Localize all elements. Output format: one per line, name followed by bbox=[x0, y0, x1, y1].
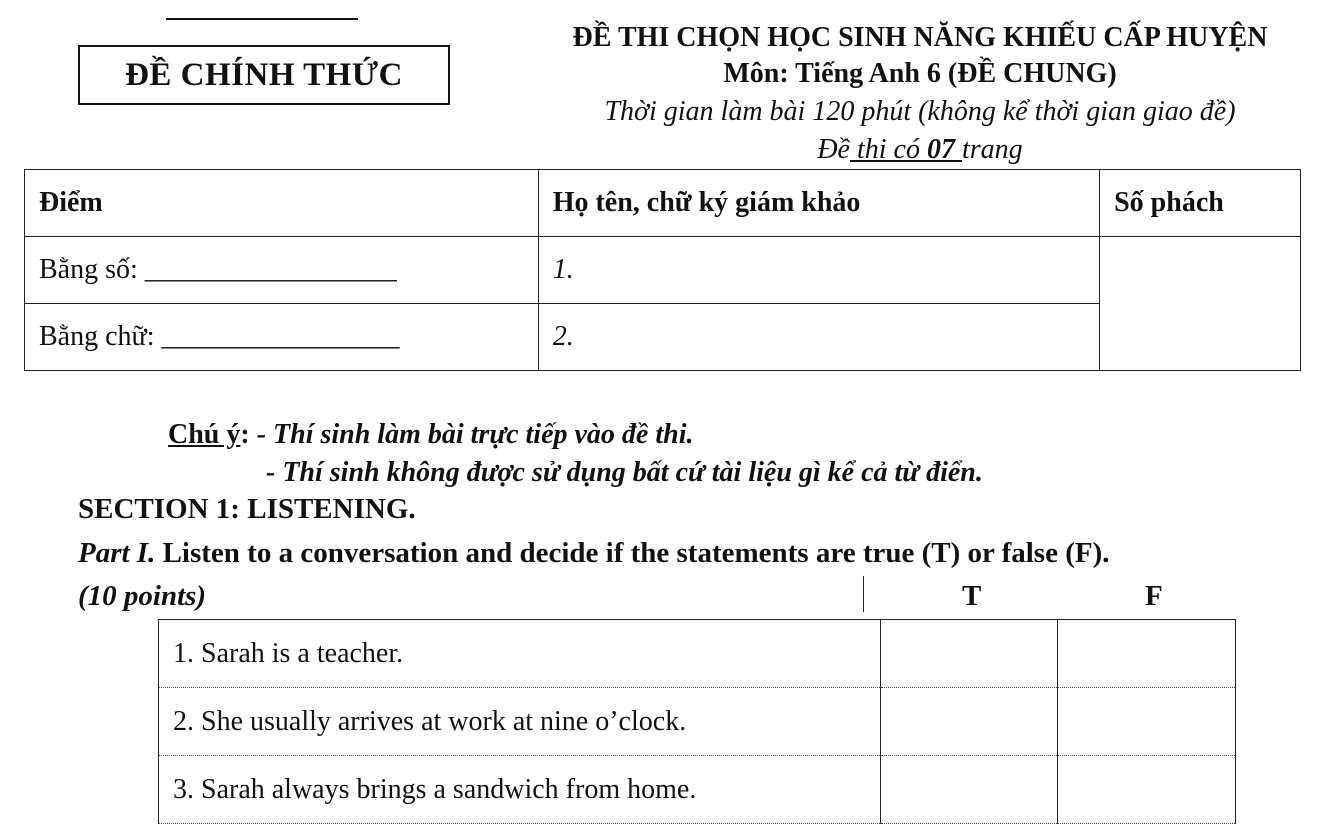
note-line-2: - Thí sinh không được sử dụng bất cứ tài liệu gì kể cả từ điển. bbox=[266, 457, 983, 488]
exam-header bbox=[540, 20, 1300, 168]
exam-subject: Môn: Tiếng Anh 6 (ĐỀ CHUNG) bbox=[723, 58, 1117, 89]
statement-text: 1. Sarah is a teacher. bbox=[159, 620, 881, 688]
part-text: Listen to a conversation and decide if the statements are true (T) or false (F). bbox=[155, 537, 1110, 569]
part-instruction bbox=[78, 534, 1110, 572]
note-line-1 bbox=[168, 416, 694, 454]
pages-mid: thi có bbox=[849, 134, 927, 165]
note-text-1: - Thí sinh làm bài trực tiếp vào đề thi. bbox=[249, 419, 694, 450]
true-answer-cell[interactable] bbox=[881, 620, 1058, 688]
examiner-2[interactable]: 2. bbox=[538, 304, 1099, 371]
false-column-header: F bbox=[1145, 580, 1163, 612]
statement-text: 3. Sarah always brings a sandwich from home. bbox=[159, 756, 881, 824]
false-answer-cell[interactable] bbox=[1058, 620, 1236, 688]
official-label: ĐỀ CHÍNH THỨC bbox=[125, 56, 403, 93]
score-header-points: Điểm bbox=[25, 170, 539, 237]
code-cell[interactable] bbox=[1100, 237, 1301, 371]
false-answer-cell[interactable] bbox=[1058, 756, 1236, 824]
false-answer-cell[interactable] bbox=[1058, 688, 1236, 756]
true-false-table bbox=[158, 619, 1236, 824]
true-answer-cell[interactable] bbox=[881, 688, 1058, 756]
true-answer-cell[interactable] bbox=[881, 756, 1058, 824]
score-header-code: Số phách bbox=[1100, 170, 1301, 237]
official-stamp-box bbox=[78, 45, 450, 105]
pages-underlined bbox=[850, 134, 962, 165]
points-label: (10 points) bbox=[78, 580, 207, 612]
score-by-words[interactable]: Bằng chữ: _________________ bbox=[25, 304, 539, 371]
score-header-examiner: Họ tên, chữ ký giám khảo bbox=[538, 170, 1099, 237]
exam-title: ĐỀ THI CHỌN HỌC SINH NĂNG KHIẾU CẤP HUYỆN bbox=[572, 22, 1268, 53]
pages-prefix: Đề bbox=[817, 134, 850, 165]
score-table bbox=[24, 169, 1301, 371]
pages-count: 07 bbox=[926, 134, 955, 165]
score-by-number[interactable]: Bằng số: __________________ bbox=[25, 237, 539, 304]
pages-suffix: trang bbox=[961, 134, 1023, 165]
statement-row bbox=[159, 756, 1236, 824]
statement-row bbox=[159, 688, 1236, 756]
statement-text: 2. She usually arrives at work at nine o’clock. bbox=[159, 688, 881, 756]
note-colon: : bbox=[240, 419, 250, 450]
exam-pages bbox=[540, 132, 1300, 168]
statement-row bbox=[159, 620, 1236, 688]
section-title: SECTION 1: LISTENING. bbox=[78, 493, 416, 525]
column-divider bbox=[863, 576, 864, 612]
part-label: Part I. bbox=[78, 537, 156, 569]
score-header-row bbox=[25, 170, 1301, 237]
examiner-1[interactable]: 1. bbox=[538, 237, 1099, 304]
score-row bbox=[25, 237, 1301, 304]
header-rule bbox=[166, 18, 358, 20]
exam-time: Thời gian làm bài 120 phút (không kể thời gian giao đề) bbox=[604, 96, 1236, 127]
note-label: Chú ý bbox=[168, 419, 241, 450]
true-column-header: T bbox=[962, 580, 982, 612]
